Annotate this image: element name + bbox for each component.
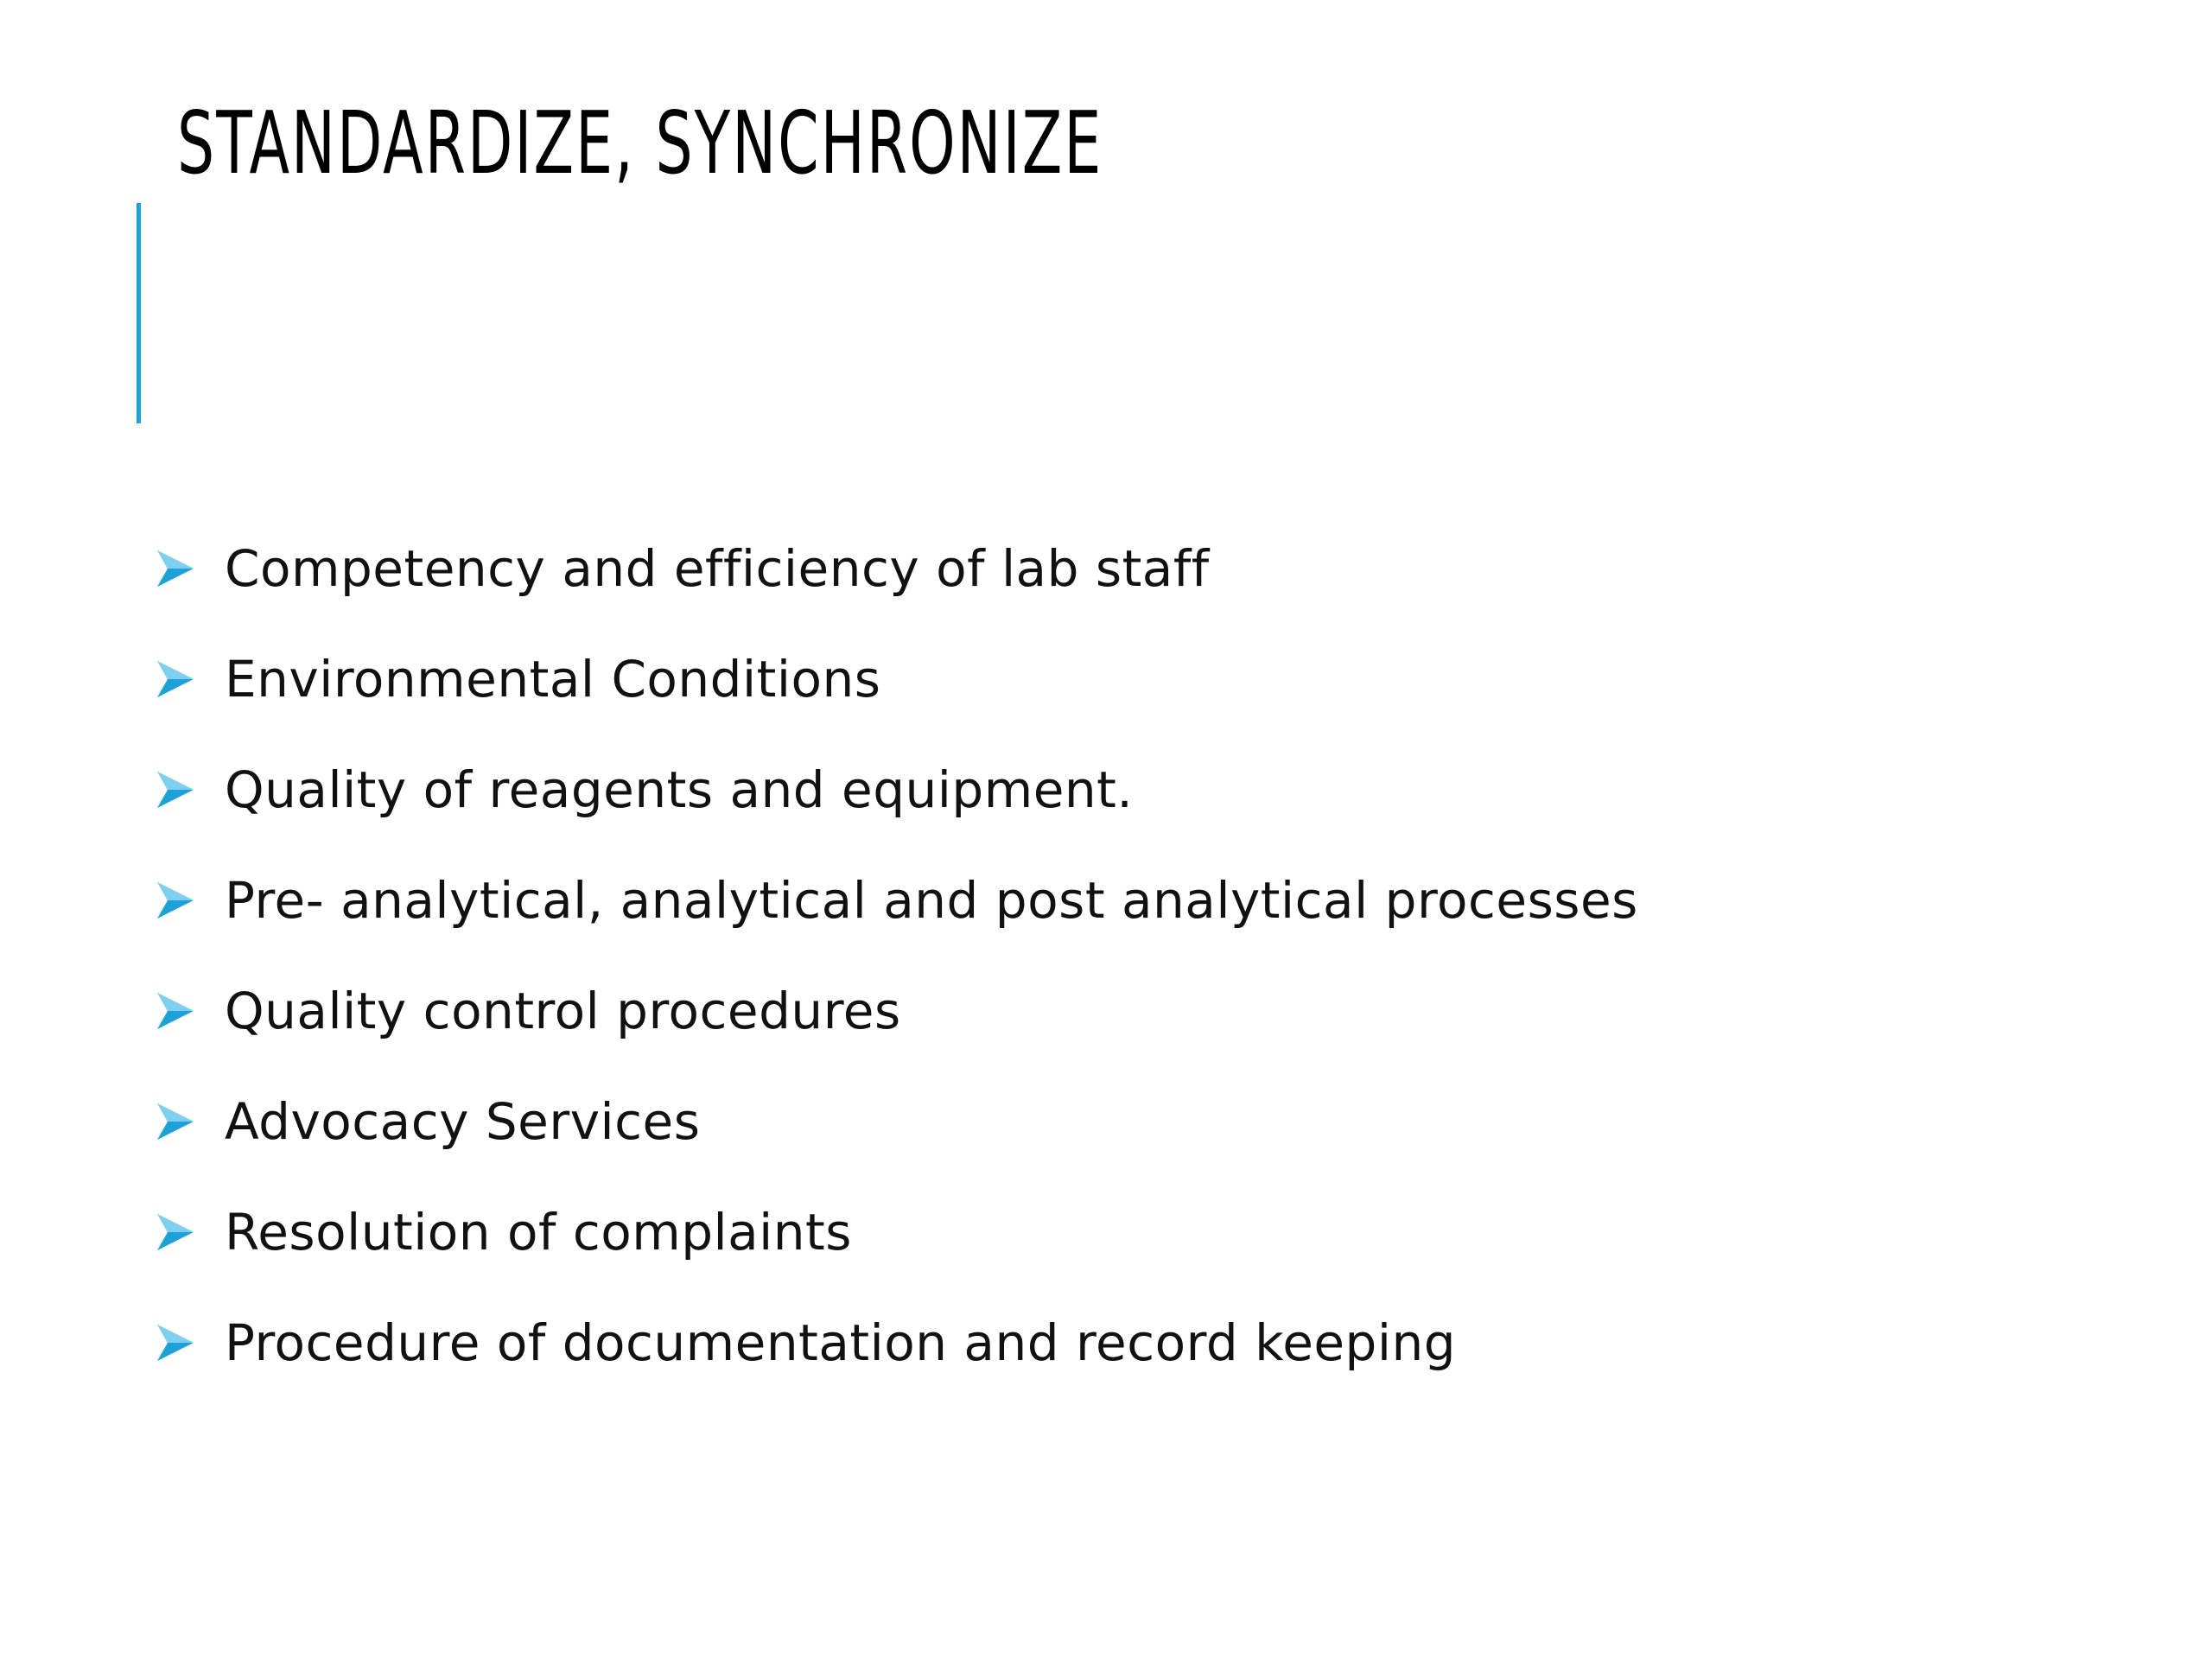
list-item xyxy=(156,513,1638,624)
list-item xyxy=(156,1287,1638,1398)
bullet-text: Resolution of complaints xyxy=(225,1203,853,1262)
arrowhead-bullet-icon xyxy=(156,659,225,699)
list-item xyxy=(156,956,1638,1066)
list-item xyxy=(156,624,1638,734)
title-accent-bar xyxy=(137,203,141,423)
bullet-text: Quality control procedures xyxy=(225,982,901,1040)
bullet-text: Advocacy Services xyxy=(225,1092,701,1151)
bullet-text: Quality of reagents and equipment. xyxy=(225,760,1134,819)
arrowhead-bullet-icon xyxy=(156,549,225,588)
arrowhead-bullet-icon xyxy=(156,770,225,810)
bullet-text: Competency and efficiency of lab staff xyxy=(225,539,1210,598)
list-item xyxy=(156,734,1638,845)
arrowhead-bullet-icon xyxy=(156,1212,225,1252)
arrowhead-bullet-icon xyxy=(156,1102,225,1141)
bullet-text: Environmental Conditions xyxy=(225,650,881,709)
list-item xyxy=(156,1177,1638,1287)
bullet-text: Pre- analytical, analytical and post analytical processes xyxy=(225,871,1638,930)
slide-title: STANDARDIZE, SYNCHRONIZE xyxy=(177,92,1103,194)
list-item xyxy=(156,1066,1638,1177)
arrowhead-bullet-icon xyxy=(156,991,225,1031)
bullet-text: Procedure of documentation and record keeping xyxy=(225,1313,1457,1372)
arrowhead-bullet-icon xyxy=(156,880,225,920)
arrowhead-bullet-icon xyxy=(156,1323,225,1363)
list-item xyxy=(156,845,1638,956)
bullet-list xyxy=(156,513,1638,1398)
